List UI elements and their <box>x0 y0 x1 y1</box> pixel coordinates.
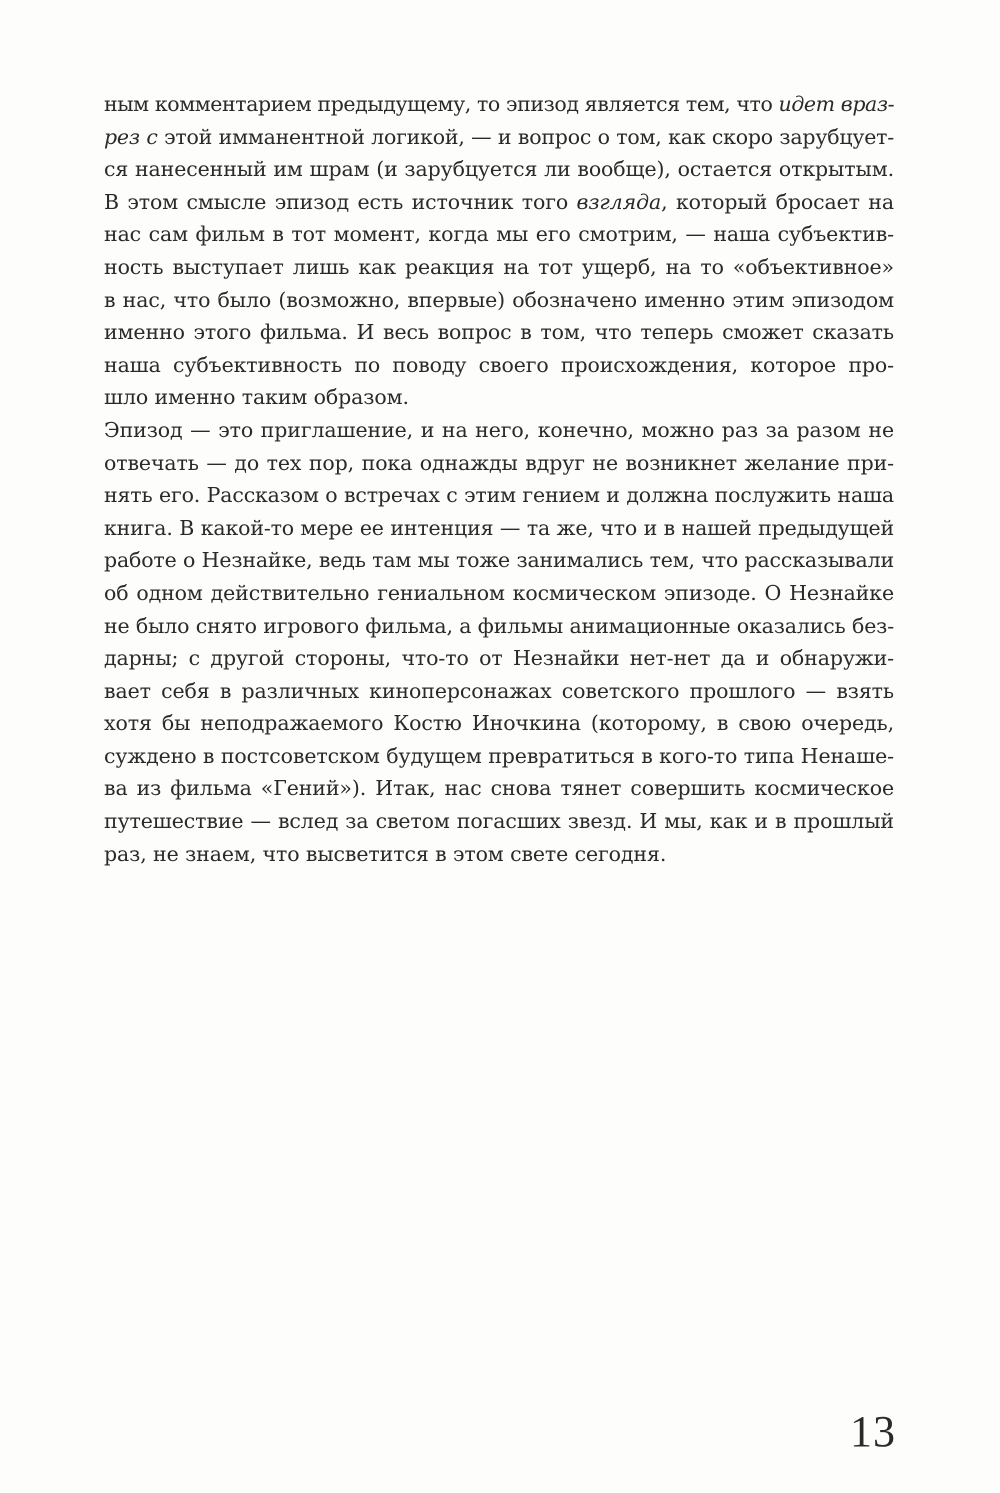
line-italic-text: взгляда <box>576 189 662 214</box>
paragraph <box>104 88 894 414</box>
line-text: об одном действительно гениальном космическом эпизоде. О Незнайке <box>104 580 894 605</box>
text-line <box>104 772 894 805</box>
text-line <box>104 316 894 349</box>
text-line <box>104 284 894 317</box>
line-text: дарны; с другой стороны, что-то от Незнайки нет-нет да и обнаружи- <box>104 646 894 671</box>
text-line <box>104 186 894 219</box>
line-text: хотя бы неподражаемого Костю Иночкина (которому, в свою очередь, <box>104 711 894 736</box>
line-text: не было снято игрового фильма, а фильмы анимационные оказались без- <box>104 613 894 638</box>
text-line <box>104 381 894 414</box>
line-text: суждено в постсоветском будущем превратиться в кого-то типа Ненаше- <box>104 743 894 768</box>
line-text: нять его. Рассказом о встречах с этим гением и должна послужить наша <box>104 483 894 508</box>
text-line <box>104 251 894 284</box>
line-text: ва из фильма «Гений»). Итак, нас снова тянет совершить космическое <box>104 776 894 801</box>
line-text: Эпизод — это приглашение, и на него, конечно, можно раз за разом не <box>104 417 894 442</box>
line-text: работе о Незнайке, ведь там мы тоже занимались тем, что рассказывали <box>104 548 894 573</box>
text-line <box>104 153 894 186</box>
text-line <box>104 479 894 512</box>
line-text: ным комментарием предыдущему, то эпизод является тем, что <box>104 92 779 116</box>
text-line <box>104 577 894 610</box>
line-text: ся нанесенный им шрам (и зарубцуется ли вообще), остается открытым. <box>104 157 894 182</box>
line-text: именно этого фильма. И весь вопрос в том, что теперь сможет сказать <box>104 320 894 345</box>
line-italic-text: идет враз- <box>778 92 895 116</box>
text-line <box>104 707 894 740</box>
text-line <box>104 121 894 154</box>
line-text: раз, не знаем, что высветится в этом свете сегодня. <box>104 841 667 866</box>
text-line <box>104 610 894 643</box>
paragraph <box>104 414 894 870</box>
line-text: вает себя в различных киноперсонажах советского прошлого — взять <box>104 678 894 703</box>
text-line <box>104 675 894 708</box>
text-line <box>104 447 894 480</box>
text-line <box>104 838 894 871</box>
line-italic-text: рез с <box>104 124 158 149</box>
line-text: ность выступает лишь как реакция на тот ущерб, на то «объективное» <box>104 254 894 279</box>
line-text: шло именно таким образом. <box>104 385 409 410</box>
line-text: путешествие — вслед за светом погасших звезд. И мы, как и в прошлый <box>104 809 894 834</box>
line-text: в нас, что было (возможно, впервые) обозначено именно этим эпизодом <box>104 287 894 312</box>
text-line <box>104 414 894 447</box>
line-text-after: этой имманентной логикой, — и вопрос о том, как скоро зарубцует- <box>157 124 894 149</box>
text-line <box>104 642 894 675</box>
page-number: 13 <box>850 1407 896 1456</box>
line-text: отвечать — до тех пор, пока однажды вдруг не возникнет желание при- <box>104 450 894 475</box>
line-text: книга. В какой-то мере ее интенция — та же, что и в нашей предыдущей <box>104 515 894 540</box>
text-line <box>104 88 894 121</box>
text-line <box>104 218 894 251</box>
text-line <box>104 805 894 838</box>
line-text: В этом смысле эпизод есть источник того <box>104 189 577 214</box>
line-text: нас сам фильм в тот момент, когда мы его смотрим, — наша субъектив- <box>104 222 894 247</box>
text-line <box>104 512 894 545</box>
line-text-after: , который бросает на <box>661 189 894 214</box>
text-line <box>104 349 894 382</box>
text-line <box>104 544 894 577</box>
text-line <box>104 740 894 773</box>
body-text <box>104 88 894 870</box>
line-text: наша субъективность по поводу своего происхождения, которое про- <box>104 352 894 377</box>
